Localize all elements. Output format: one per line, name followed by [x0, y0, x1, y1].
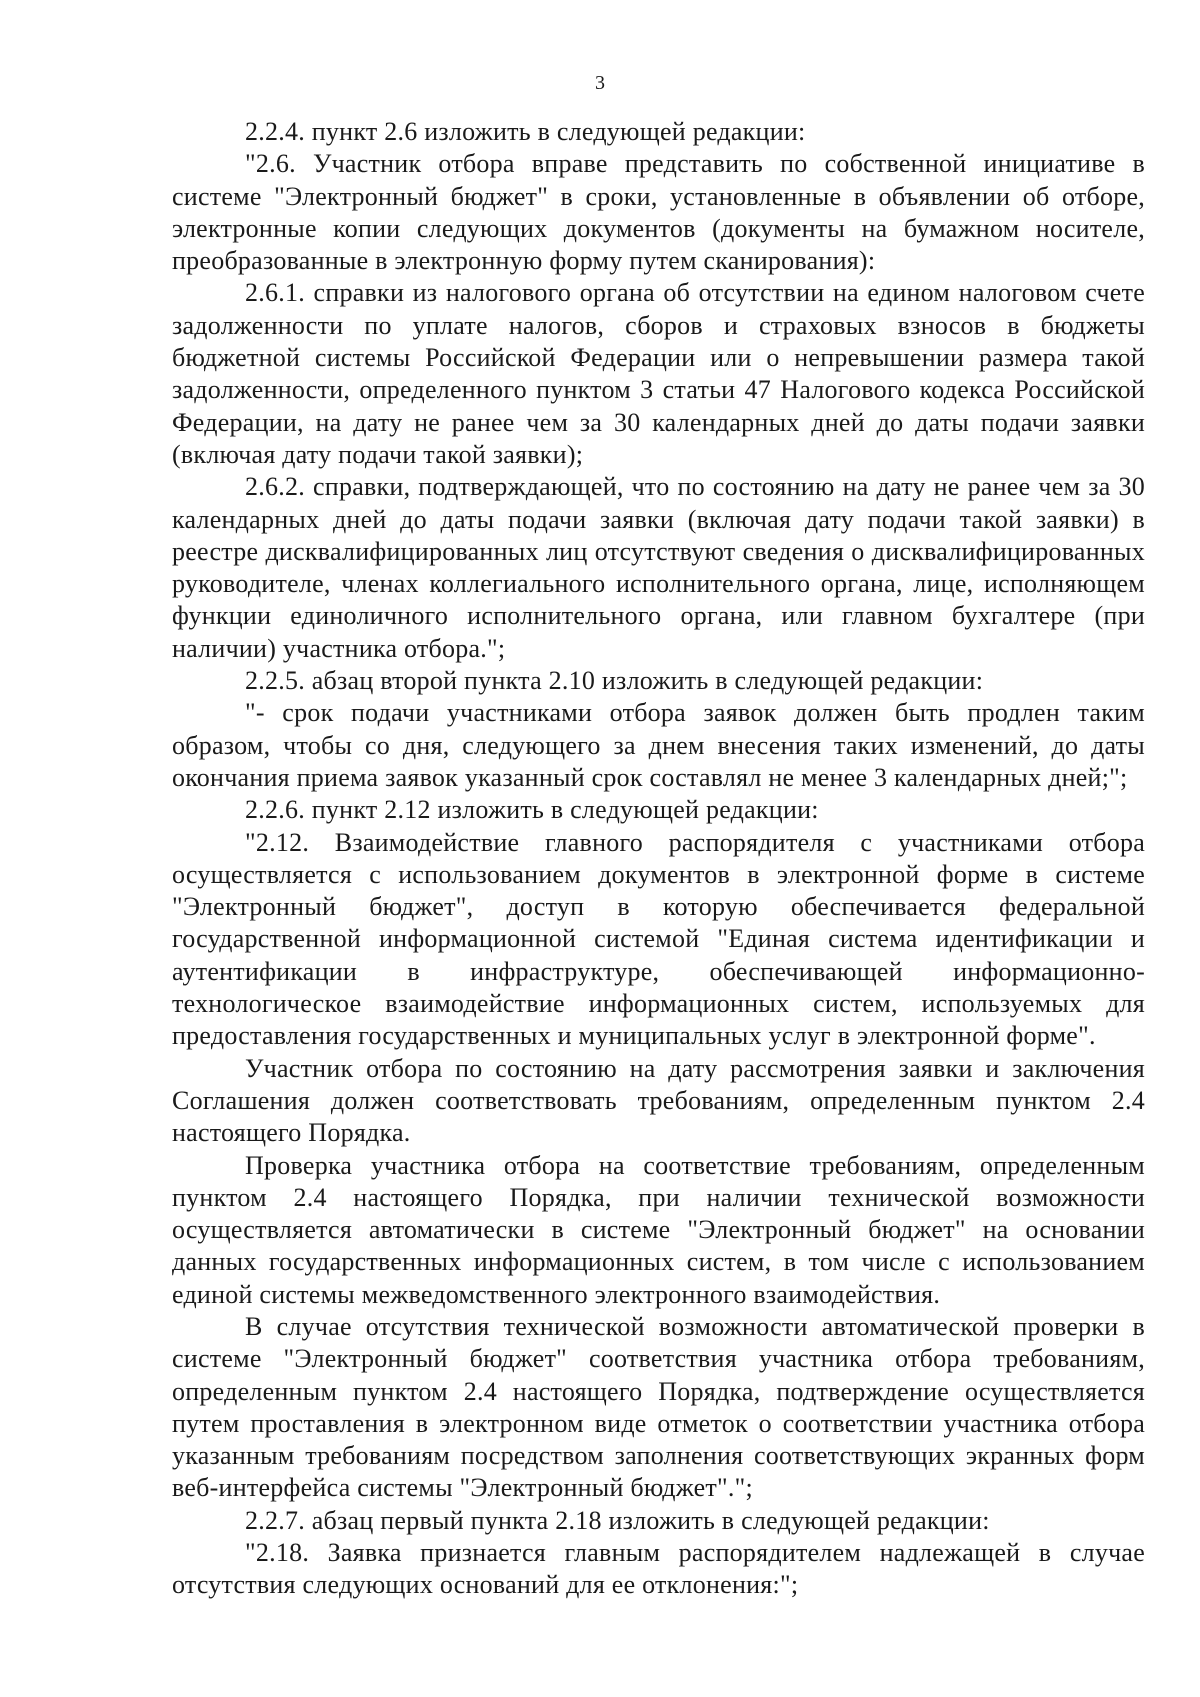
document-body [172, 116, 1145, 1602]
paragraph-deadline-extension: "- срок подачи участниками отбора заявок должен быть продлен таким образом, чтобы со дня, следующего за днем внесения таких изменений, до даты окончания приема заявок указанный срок составлял не менее 3 календарных дней;"; [172, 698, 1145, 792]
paragraph-2-18: "2.18. Заявка признается главным распорядителем надлежащей в случае отсутствия следующих оснований для ее отклонения:"; [172, 1538, 1145, 1600]
paragraph-2-2-6: 2.2.6. пункт 2.12 изложить в следующей редакции: [245, 795, 819, 825]
paragraph-manual-check: В случае отсутствия технической возможности автоматической проверки в системе "Электронный бюджет" соответствия участника отбора требованиям, определенным пунктом 2.4 настоящего Порядка, подтверждение осуществляется путем проставления в электронном виде отметок о соответствии участника отбора указанным требованиям посредством заполнения соответствующих экранных форм веб-интерфейса системы "Электронный бюджет"."; [172, 1311, 1145, 1503]
paragraph-2-6: "2.6. Участник отбора вправе представить по собственной инициативе в системе "Электронный бюджет" в сроки, установленные в объявлении об отборе, электронные копии следующих документов (документы на бумажном носителе, преобразованные в электронную форму путем сканирования): [172, 149, 1145, 276]
paragraph-2-2-5: 2.2.5. абзац второй пункта 2.10 изложить в следующей редакции: [245, 666, 984, 696]
paragraph-2-12: "2.12. Взаимодействие главного распорядителя с участниками отбора осуществляется с использованием документов в электронной форме в системе "Электронный бюджет", доступ в которую обеспечивается федеральной государственной информационной системой "Единая система идентификации и аутентификации в инфраструктуре, обеспечивающей информационно-технологическое взаимодействие информационных систем, используемых для предоставления государственных и муниципальных услуг в электронной форме". [172, 827, 1145, 1051]
paragraph-2-2-7: 2.2.7. абзац первый пункта 2.18 изложить в следующей редакции: [245, 1505, 990, 1535]
paragraph-2-6-2: 2.6.2. справки, подтверждающей, что по состоянию на дату не ранее чем за 30 календарных дней до даты подачи заявки (включая дату подачи такой заявки) в реестре дисквалифицированных лиц отсутствуют сведения о дисквалифицированных руководителе, членах коллегиального исполнительного органа, лице, исполняющем функции единоличного исполнительного органа, или главном бухгалтере (при наличии) участника отбора."; [172, 472, 1145, 663]
page-number: 3 [595, 72, 605, 94]
paragraph-2-2-4: 2.2.4. пункт 2.6 изложить в следующей редакции: [245, 117, 806, 146]
paragraph-2-6-1: 2.6.1. справки из налогового органа об отсутствии на едином налоговом счете задолженности по уплате налогов, сборов и страховых взносов в бюджеты бюджетной системы Российской Федерации или о непревышении размера такой задолженности, определенного пунктом 3 статьи 47 Налогового кодекса Российской Федерации, на дату не ранее чем за 30 календарных дней до даты подачи заявки (включая дату подачи такой заявки); [172, 278, 1145, 469]
paragraph-participant-requirements: Участник отбора по состоянию на дату рассмотрения заявки и заключения Соглашения должен соответствовать требованиям, определенным пунктом 2.4 настоящего Порядка. [172, 1053, 1145, 1148]
paragraph-automatic-check: Проверка участника отбора на соответствие требованиям, определенным пунктом 2.4 настоящего Порядка, при наличии технической возможности осуществляется автоматически в системе "Электронный бюджет" на основании данных государственных информационных систем, в том числе с использованием единой системы межведомственного электронного взаимодействия. [172, 1150, 1145, 1309]
